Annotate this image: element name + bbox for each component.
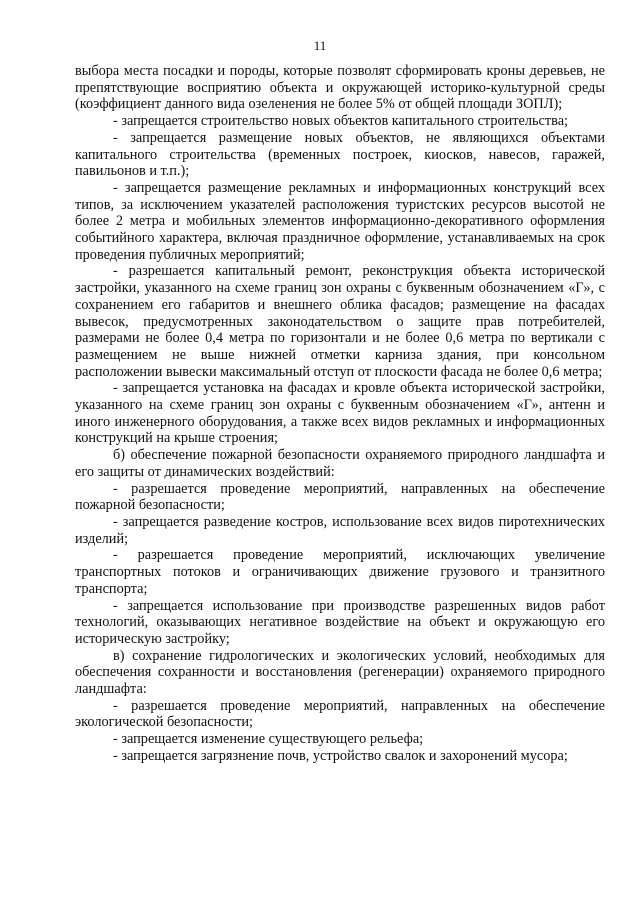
paragraph: - запрещается строительство новых объектов капитального строительства; [113,113,569,130]
paragraph: - запрещается загрязнение почв, устройство свалок и захоронений мусора; [113,747,568,764]
section-heading-b: б) обеспечение пожарной безопасности охраняемого природного ландшафта и его защиты от динамических воздействий: [75,447,605,480]
document-body [75,63,605,765]
page-number: 11 [313,38,327,53]
paragraph: - запрещается размещение новых объектов, не являющихся объектами капитального строительства (временных построек, киосков, навесов, гаражей, павильонов и т.п.); [75,129,605,180]
paragraph: выбора места посадки и породы, которые позволят сформировать кроны деревьев, не препятствующие восприятию объекта и окружающей историко-культурной среды (коэффициент данного вида озеленения не более 5% от общей площади ЗОПЛ); [75,63,605,113]
paragraph: - разрешается проведение мероприятий, направленных на обеспечение экологической безопасности; [75,697,605,731]
paragraph: - запрещается использование при производстве разрешенных видов работ технологий, оказывающих негативное воздействие на объект и окружающую его историческую застройку; [75,597,605,647]
paragraph: - запрещается установка на фасадах и кровле объекта исторической застройки, указанного на схеме границ зон охраны с буквенным обозначением «Г», антенн и иного инженерного оборудования, а также всех видов рекламных и информационных конструкций на крыше строения; [75,380,605,447]
paragraph: - разрешается проведение мероприятий, направленных на обеспечение пожарной безопасности; [75,480,605,514]
paragraph: - разрешается проведение мероприятий, исключающих увеличение транспортных потоков и ограничивающих движение грузового и транзитного транспорта; [75,547,605,597]
paragraph: - запрещается изменение существующего рельефа; [113,731,424,748]
paragraph: - запрещается разведение костров, использование всех видов пиротехнических изделий; [75,513,605,547]
section-heading-v: в) сохранение гидрологических и экологических условий, необходимых для обеспечения сохранности и восстановления (регенерации) охраняемого природного ландшафта: [75,647,605,698]
paragraph: - запрещается размещение рекламных и информационных конструкций всех типов, за исключением указателей расположения туристских ресурсов высотой не более 2 метра и мобильных элементов информационно-декоративного оформления событийного характера, включая праздничное оформление, устанавливаемых на срок проведения публичных мероприятий; [75,179,605,263]
paragraph: - разрешается капитальный ремонт, реконструкция объекта исторической застройки, указанного на схеме границ зон охраны с буквенным обозначением «Г», с сохранением его габаритов и внешнего облика фасадов; размещение на фасадах вывесок, предусмотренных законодательством о защите прав потребителей, размерами не более 0,4 метра по горизонтали и не более 0,6 метра по вертикали с размещением не выше нижней отметки карниза здания, при консольном расположении вывески максимальный отступ от плоскости фасада не более 0,6 метра; [75,263,605,380]
